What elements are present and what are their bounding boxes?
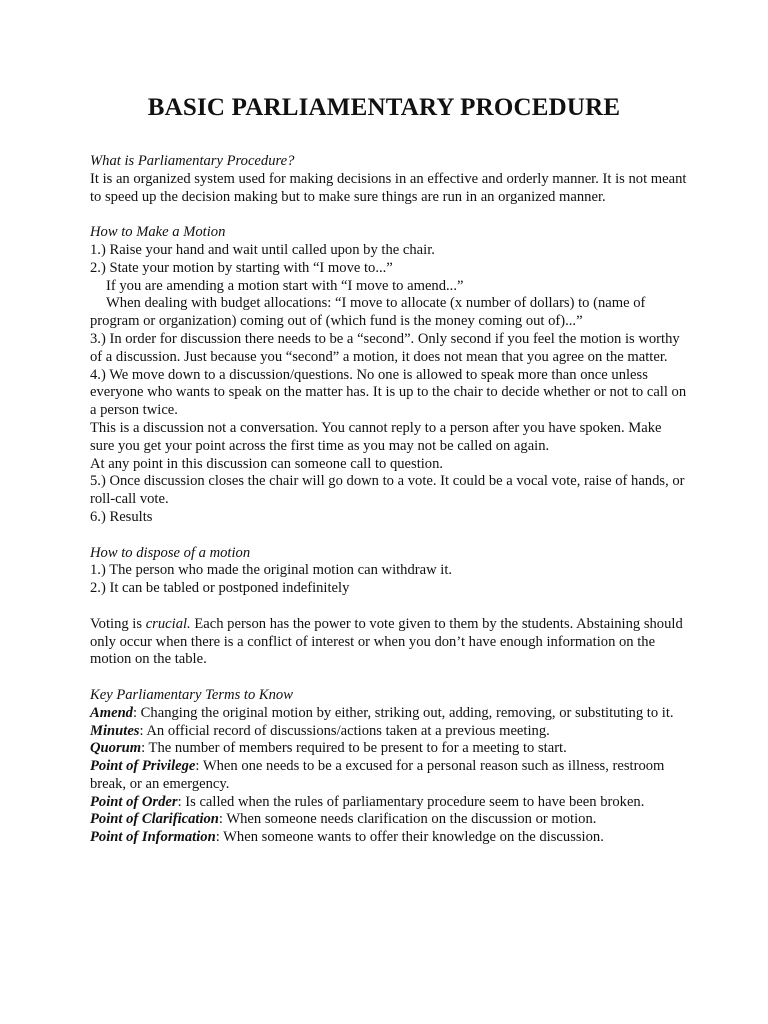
term-definition: : When someone wants to offer their knowledge on the discussion. [215,829,604,846]
motion-step: 1.) Raise your hand and wait until called upon by the chair. [90,241,435,258]
term-entry [90,705,688,723]
term-definition: : Changing the original motion by either, striking out, adding, removing, or substituting to it. [132,704,674,721]
motion-note: At any point in this discussion can someone call to question. [90,455,444,472]
terms-heading: Key Parliamentary Terms to Know [90,686,293,703]
motion-step: 5.) Once discussion closes the chair will go down to a vote. It could be a vocal vote, raise of hands, or roll-call vote. [90,473,685,508]
intro-section [90,153,688,206]
motion-note: This is a discussion not a conversation. You cannot reply to a person after you have spoken. Make sure you get your point across the first time as you may not be called on again. [90,419,662,454]
term-definition: : Is called when the rules of parliamentary procedure seem to have been broken. [177,793,645,810]
motion-substep: If you are amending a motion start with “I move to amend...” [106,277,464,294]
term-name: Amend [90,704,133,721]
document-body [90,153,688,847]
term-entry [90,829,688,847]
term-entry [90,740,688,758]
motion-step: 3.) In order for discussion there needs to be a “second”. Only second if you feel the motion is worthy of a discussion. Just because you “second” a motion, it does not mean that you agree on the matter. [90,330,680,365]
term-name: Quorum [90,740,142,757]
term-name: Point of Clarification [90,811,219,828]
voting-emphasis: crucial. [145,615,191,632]
motion-step: 4.) We move down to a discussion/questions. No one is allowed to speak more than once unless everyone who wants to speak on the matter has. It is up to the chair to decide whether or not to call on a person twice. [90,366,687,419]
voting-paragraph [90,616,688,669]
document-title: BASIC PARLIAMENTARY PROCEDURE [147,94,621,121]
term-entry [90,723,688,741]
intro-paragraph: It is an organized system used for making decisions in an effective and orderly manner. It is not meant to speed up the decision making but to make sure things are run in an organized manner. [90,170,687,205]
term-definition: : When someone needs clarification on the discussion or motion. [218,811,597,828]
dispose-item: 1.) The person who made the original motion can withdraw it. [90,562,453,579]
voting-section [90,616,688,669]
voting-rest: Each person has the power to vote given to them by the students. Abstaining should only occur when there is a conflict of interest or when you don’t have enough information on the motion on the table. [90,615,683,668]
dispose-item: 2.) It can be tabled or postponed indefinitely [90,580,350,597]
motion-step: 2.) State your motion by starting with “I move to...” [90,259,393,276]
term-entry [90,758,688,794]
motion-substep [90,295,688,331]
term-entry [90,794,688,812]
motion-substep-text: When dealing with budget allocations: “I move to allocate (x number of dollars) to (name of program or organization) coming out of (which fund is the money coming out of)...” [90,295,646,330]
term-name: Point of Information [90,829,216,846]
motion-heading: How to Make a Motion [90,224,226,241]
intro-heading: What is Parliamentary Procedure? [90,153,295,169]
term-name: Minutes [90,722,140,739]
motion-step: 6.) Results [90,508,153,525]
term-name: Point of Privilege [90,758,196,775]
motion-section [90,224,688,527]
term-definition: : An official record of discussions/actions taken at a previous meeting. [139,722,550,739]
terms-section [90,687,688,847]
dispose-section [90,545,688,598]
term-entry [90,811,688,829]
term-name: Point of Order [90,793,178,810]
term-definition: : When one needs to be a excused for a personal reason such as illness, restroom break, or an emergency. [90,758,665,792]
dispose-heading: How to dispose of a motion [90,544,251,561]
voting-prefix: Voting is [90,615,146,632]
term-definition: : The number of members required to be present to for a meeting to start. [141,740,567,757]
